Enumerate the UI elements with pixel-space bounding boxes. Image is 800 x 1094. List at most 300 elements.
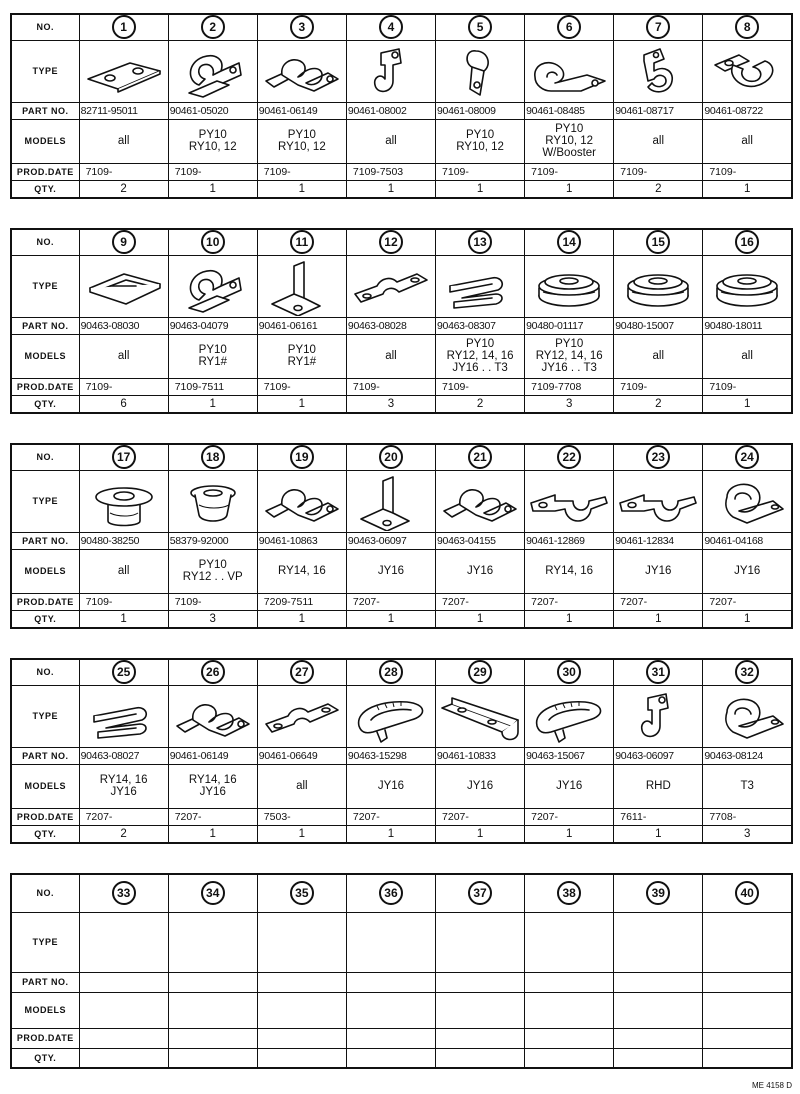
- model-line: JY16: [645, 565, 672, 577]
- models-cell: [525, 119, 614, 163]
- row-prod-date: [11, 1028, 792, 1048]
- models-cell: [436, 764, 525, 808]
- part-number-cell: [703, 444, 792, 470]
- angle-bracket-icon: [258, 256, 346, 316]
- plug-grommet-icon: [169, 471, 257, 531]
- models-cell: [525, 764, 614, 808]
- part-illustration-cell: [436, 912, 525, 972]
- item-number-badge: 20: [379, 445, 403, 469]
- part-number: 90461-10833: [436, 747, 525, 764]
- row-label-type: TYPE: [11, 40, 79, 102]
- part-number-cell: [257, 229, 346, 255]
- row-label-qty: QTY.: [11, 180, 79, 198]
- models-cell: [614, 992, 703, 1028]
- row-label-prod-date: PROD.DATE: [11, 378, 79, 395]
- row-label-type: TYPE: [11, 912, 79, 972]
- quantity: 1: [168, 825, 257, 843]
- part-number-cell: [79, 874, 168, 912]
- item-number-badge: 8: [735, 15, 759, 39]
- part-illustration-cell: [168, 685, 257, 747]
- part-number-cell: [346, 444, 435, 470]
- models-cell: [614, 334, 703, 378]
- model-line: all: [296, 780, 308, 792]
- item-number-badge: 17: [112, 445, 136, 469]
- row-no: [11, 444, 792, 470]
- row-label-qty: QTY.: [11, 825, 79, 843]
- model-line: RHD: [645, 780, 671, 792]
- quantity: [525, 1048, 614, 1068]
- item-number-badge: 24: [735, 445, 759, 469]
- model-line: all: [741, 350, 753, 362]
- production-date: 7109-7708: [525, 378, 614, 395]
- part-number: 90461-06649: [257, 747, 346, 764]
- row-label-part-no: PART NO.: [11, 317, 79, 334]
- item-number-badge: 16: [735, 230, 759, 254]
- models-cell: [79, 119, 168, 163]
- double-loop-clamp-icon: [258, 471, 346, 531]
- model-line: all: [652, 135, 665, 147]
- part-number: 90463-04155: [436, 532, 525, 549]
- quantity: [436, 1048, 525, 1068]
- model-line: PY10: [198, 559, 227, 571]
- production-date: 7207-: [436, 593, 525, 610]
- models-cell: [703, 992, 792, 1028]
- quantity: 1: [525, 180, 614, 198]
- part-number: 90461-04168: [703, 532, 792, 549]
- grommet-icon: [614, 256, 702, 316]
- parts-table-3: [10, 443, 793, 629]
- production-date: 7207-: [168, 808, 257, 825]
- part-number-cell: [168, 229, 257, 255]
- quantity: 1: [346, 825, 435, 843]
- part-illustration-cell: [525, 912, 614, 972]
- item-number-badge: 7: [646, 15, 670, 39]
- part-illustration-cell: [614, 685, 703, 747]
- part-illustration-cell: [346, 470, 435, 532]
- production-date: 7207-: [614, 593, 703, 610]
- models-cell: [525, 992, 614, 1028]
- part-number: 90480-18011: [703, 317, 792, 334]
- item-number-badge: 27: [290, 660, 314, 684]
- part-illustration-cell: [346, 685, 435, 747]
- row-models: [11, 549, 792, 593]
- row-label-prod-date: PROD.DATE: [11, 808, 79, 825]
- part-number: 90463-08030: [79, 317, 168, 334]
- part-number: 90463-06097: [614, 747, 703, 764]
- model-line: RY14, 16: [277, 565, 326, 577]
- part-illustration-cell: [525, 255, 614, 317]
- model-line: RY10, 12: [188, 141, 237, 153]
- part-illustration-cell: [168, 470, 257, 532]
- models-cell: [168, 764, 257, 808]
- production-date: 7207-: [436, 808, 525, 825]
- saddle-clamp-icon: [614, 471, 702, 531]
- models-cell: [168, 992, 257, 1028]
- models-cell: [346, 334, 435, 378]
- model-line: PY10: [198, 129, 227, 141]
- part-number: 90461-08002: [346, 102, 435, 119]
- item-number-badge: 12: [379, 230, 403, 254]
- parts-table-2: [10, 228, 793, 414]
- item-number-badge: 22: [557, 445, 581, 469]
- part-number: 90461-08717: [614, 102, 703, 119]
- row-no: [11, 14, 792, 40]
- parts-table-5: [10, 873, 793, 1069]
- item-number-badge: 3: [290, 15, 314, 39]
- models-cell: [168, 119, 257, 163]
- row-qty: [11, 610, 792, 628]
- model-line: RY12, 14, 16: [446, 350, 514, 362]
- part-number-cell: [168, 14, 257, 40]
- part-illustration-cell: [79, 255, 168, 317]
- row-label-prod-date: PROD.DATE: [11, 593, 79, 610]
- row-label-qty: QTY.: [11, 1048, 79, 1068]
- flanged-grommet-icon: [80, 471, 168, 531]
- model-line: RY10, 12: [456, 141, 504, 153]
- part-number-cell: [525, 874, 614, 912]
- model-line: W/Booster: [542, 147, 597, 159]
- production-date: 7207-: [525, 593, 614, 610]
- quantity: 1: [525, 610, 614, 628]
- item-number-badge: 35: [290, 881, 314, 905]
- part-number: 90463-15067: [525, 747, 614, 764]
- model-line: JY16: [377, 780, 405, 792]
- part-number-cell: [436, 229, 525, 255]
- wave-clip-icon: [347, 256, 435, 316]
- row-label-part-no: PART NO.: [11, 972, 79, 992]
- models-cell: [703, 334, 792, 378]
- model-line: JY16: [377, 565, 405, 577]
- wave-clip-icon: [258, 686, 346, 746]
- part-number-cell: [346, 14, 435, 40]
- part-number: 90461-12869: [525, 532, 614, 549]
- production-date: 7109-: [257, 163, 346, 180]
- row-label-prod-date: PROD.DATE: [11, 163, 79, 180]
- quantity: 3: [525, 395, 614, 413]
- item-number-badge: 37: [468, 881, 492, 905]
- models-cell: [436, 119, 525, 163]
- model-line: RY10, 12: [277, 141, 326, 153]
- production-date: 7503-: [257, 808, 346, 825]
- long-strap-clamp-icon: [436, 686, 524, 746]
- part-number: 90463-08028: [346, 317, 435, 334]
- production-date: 7109-: [614, 378, 703, 395]
- production-date: 7109-: [168, 163, 257, 180]
- part-number-cell: [168, 659, 257, 685]
- models-cell: [525, 334, 614, 378]
- part-number: 90480-01117: [525, 317, 614, 334]
- models-cell: [257, 119, 346, 163]
- item-number-badge: 29: [468, 660, 492, 684]
- flat-plate-bracket-icon: [80, 41, 168, 101]
- part-number-cell: [257, 874, 346, 912]
- item-number-badge: 2: [201, 15, 225, 39]
- models-cell: [614, 119, 703, 163]
- models-cell: [614, 549, 703, 593]
- models-cell: [614, 764, 703, 808]
- model-line: all: [652, 350, 665, 362]
- production-date: 7109-: [79, 163, 168, 180]
- production-date: 7708-: [703, 808, 792, 825]
- part-number-cell: [168, 874, 257, 912]
- part-illustration-cell: [346, 40, 435, 102]
- reference-code: ME 4158 D: [751, 1081, 792, 1090]
- quantity: 2: [436, 395, 525, 413]
- quantity: 1: [436, 610, 525, 628]
- quantity: 1: [436, 825, 525, 843]
- quantity: 2: [614, 395, 703, 413]
- part-number: [79, 972, 168, 992]
- part-number-cell: [257, 659, 346, 685]
- row-part-no: [11, 102, 792, 119]
- production-date: [436, 1028, 525, 1048]
- row-label-models: MODELS: [11, 992, 79, 1028]
- model-line: all: [117, 135, 130, 147]
- model-line: JY16: [556, 780, 583, 792]
- row-models: [11, 334, 792, 378]
- row-label-no: NO.: [11, 444, 79, 470]
- part-number: 82711-95011: [79, 102, 168, 119]
- quantity: 1: [257, 610, 346, 628]
- parts-table-4: [10, 658, 793, 844]
- model-line: all: [385, 350, 397, 362]
- model-line: JY16: [110, 786, 137, 798]
- part-illustration-cell: [79, 470, 168, 532]
- production-date: 7109-: [79, 378, 168, 395]
- production-date: 7109-: [525, 163, 614, 180]
- quantity: 3: [346, 395, 435, 413]
- part-illustration-cell: [436, 40, 525, 102]
- row-label-no: NO.: [11, 659, 79, 685]
- row-no: [11, 229, 792, 255]
- part-number: 90461-08485: [525, 102, 614, 119]
- model-line: JY16: [199, 786, 226, 798]
- part-illustration-cell: [257, 40, 346, 102]
- row-qty: [11, 395, 792, 413]
- j-clip-icon: [614, 686, 702, 746]
- part-illustration-cell: [436, 470, 525, 532]
- part-illustration-cell: [257, 255, 346, 317]
- item-number-badge: 23: [646, 445, 670, 469]
- production-date: 7207-: [79, 808, 168, 825]
- part-number: 90461-10863: [257, 532, 346, 549]
- part-number-cell: [614, 874, 703, 912]
- quantity: 1: [703, 180, 792, 198]
- part-number: [436, 972, 525, 992]
- production-date: 7109-: [703, 163, 792, 180]
- quantity: 3: [168, 610, 257, 628]
- item-number-badge: 33: [112, 881, 136, 905]
- model-line: JY16 . . T3: [452, 362, 508, 374]
- part-number-cell: [346, 874, 435, 912]
- production-date: 7109-: [436, 163, 525, 180]
- item-number-badge: 9: [112, 230, 136, 254]
- part-illustration-cell: [525, 470, 614, 532]
- row-part-no: [11, 972, 792, 992]
- item-number-badge: 10: [201, 230, 225, 254]
- model-line: PY10: [287, 129, 316, 141]
- item-number-badge: 11: [290, 230, 314, 254]
- part-number: 90480-38250: [79, 532, 168, 549]
- part-illustration-cell: [703, 912, 792, 972]
- part-illustration-cell: [168, 40, 257, 102]
- models-cell: [525, 549, 614, 593]
- grommet-icon: [703, 256, 791, 316]
- model-line: RY1#: [198, 356, 228, 368]
- item-number-badge: 5: [468, 15, 492, 39]
- part-number: [525, 972, 614, 992]
- quantity: [703, 1048, 792, 1068]
- row-qty: [11, 825, 792, 843]
- production-date: [79, 1028, 168, 1048]
- row-type: [11, 40, 792, 102]
- saddle-clamp-icon: [525, 471, 613, 531]
- item-number-badge: 38: [557, 881, 581, 905]
- item-number-badge: 18: [201, 445, 225, 469]
- part-number: 90463-04079: [168, 317, 257, 334]
- part-number-cell: [436, 659, 525, 685]
- part-illustration-cell: [436, 685, 525, 747]
- model-line: PY10: [198, 344, 227, 356]
- part-illustration-cell: [525, 685, 614, 747]
- item-number-badge: 13: [468, 230, 492, 254]
- part-number: [257, 972, 346, 992]
- part-number: [614, 972, 703, 992]
- quantity: 1: [346, 180, 435, 198]
- row-label-no: NO.: [11, 874, 79, 912]
- quantity: 1: [168, 180, 257, 198]
- quantity: 1: [168, 395, 257, 413]
- part-number-cell: [614, 659, 703, 685]
- row-label-prod-date: PROD.DATE: [11, 1028, 79, 1048]
- row-prod-date: [11, 593, 792, 610]
- part-number-cell: [703, 229, 792, 255]
- item-number-badge: 4: [379, 15, 403, 39]
- production-date: 7109-: [79, 593, 168, 610]
- double-loop-clamp-icon: [258, 41, 346, 101]
- row-prod-date: [11, 808, 792, 825]
- part-illustration-cell: [168, 912, 257, 972]
- models-cell: [168, 549, 257, 593]
- part-number: [346, 972, 435, 992]
- grommet-icon: [525, 256, 613, 316]
- cable-tie-icon: [347, 686, 435, 746]
- row-label-part-no: PART NO.: [11, 747, 79, 764]
- loop-tab-clamp-icon: [436, 41, 524, 101]
- models-cell: [436, 992, 525, 1028]
- model-line: all: [741, 135, 753, 147]
- quantity: 1: [257, 825, 346, 843]
- part-number-cell: [525, 444, 614, 470]
- quantity: 1: [79, 610, 168, 628]
- quantity: 1: [436, 180, 525, 198]
- hook-clip-icon: [614, 41, 702, 101]
- part-illustration-cell: [703, 685, 792, 747]
- production-date: [257, 1028, 346, 1048]
- production-date: 7109-: [436, 378, 525, 395]
- part-number: [703, 972, 792, 992]
- parts-table-1: [10, 13, 793, 199]
- part-number-cell: [79, 14, 168, 40]
- item-number-badge: 15: [646, 230, 670, 254]
- row-type: [11, 685, 792, 747]
- cable-tie-icon: [525, 686, 613, 746]
- model-line: all: [385, 135, 397, 147]
- part-number-cell: [257, 444, 346, 470]
- part-number-cell: [79, 229, 168, 255]
- models-cell: [257, 764, 346, 808]
- part-illustration-cell: [346, 912, 435, 972]
- item-number-badge: 25: [112, 660, 136, 684]
- part-number: 90461-06149: [257, 102, 346, 119]
- part-illustration-cell: [614, 470, 703, 532]
- model-line: all: [117, 350, 130, 362]
- quantity: 1: [614, 610, 703, 628]
- model-line: RY1#: [287, 356, 317, 368]
- models-cell: [79, 992, 168, 1028]
- models-cell: [436, 549, 525, 593]
- model-line: PY10: [555, 123, 584, 135]
- quantity: 2: [614, 180, 703, 198]
- production-date: 7109-: [614, 163, 703, 180]
- part-illustration-cell: [79, 912, 168, 972]
- part-number-cell: [525, 229, 614, 255]
- production-date: [614, 1028, 703, 1048]
- part-illustration-cell: [614, 912, 703, 972]
- quantity: [346, 1048, 435, 1068]
- part-number-cell: [703, 14, 792, 40]
- part-number-cell: [614, 14, 703, 40]
- part-number: 90463-08307: [436, 317, 525, 334]
- production-date: [346, 1028, 435, 1048]
- production-date: 7109-: [346, 378, 435, 395]
- model-line: RY12, 14, 16: [535, 350, 603, 362]
- production-date: 7109-7503: [346, 163, 435, 180]
- j-clip-icon: [347, 41, 435, 101]
- model-line: RY12 . . VP: [182, 571, 243, 583]
- curved-clamp-icon: [525, 41, 613, 101]
- models-cell: [257, 992, 346, 1028]
- row-part-no: [11, 747, 792, 764]
- quantity: 1: [703, 610, 792, 628]
- production-date: 7611-: [614, 808, 703, 825]
- quantity: 1: [614, 825, 703, 843]
- part-illustration-cell: [257, 470, 346, 532]
- part-number-cell: [346, 659, 435, 685]
- row-label-models: MODELS: [11, 764, 79, 808]
- quantity: [257, 1048, 346, 1068]
- production-date: [525, 1028, 614, 1048]
- part-number: 90480-15007: [614, 317, 703, 334]
- part-illustration-cell: [257, 685, 346, 747]
- production-date: 7209-7511: [257, 593, 346, 610]
- row-label-qty: QTY.: [11, 610, 79, 628]
- part-number-cell: [79, 659, 168, 685]
- models-cell: [703, 764, 792, 808]
- model-line: JY16: [466, 565, 494, 577]
- row-type: [11, 912, 792, 972]
- row-label-type: TYPE: [11, 685, 79, 747]
- quantity: [614, 1048, 703, 1068]
- quantity: 1: [703, 395, 792, 413]
- production-date: 7207-: [525, 808, 614, 825]
- row-part-no: [11, 317, 792, 334]
- part-number: 90463-06097: [346, 532, 435, 549]
- production-date: 7109-: [257, 378, 346, 395]
- part-number: 90463-08027: [79, 747, 168, 764]
- row-label-part-no: PART NO.: [11, 532, 79, 549]
- part-number: 58379-92000: [168, 532, 257, 549]
